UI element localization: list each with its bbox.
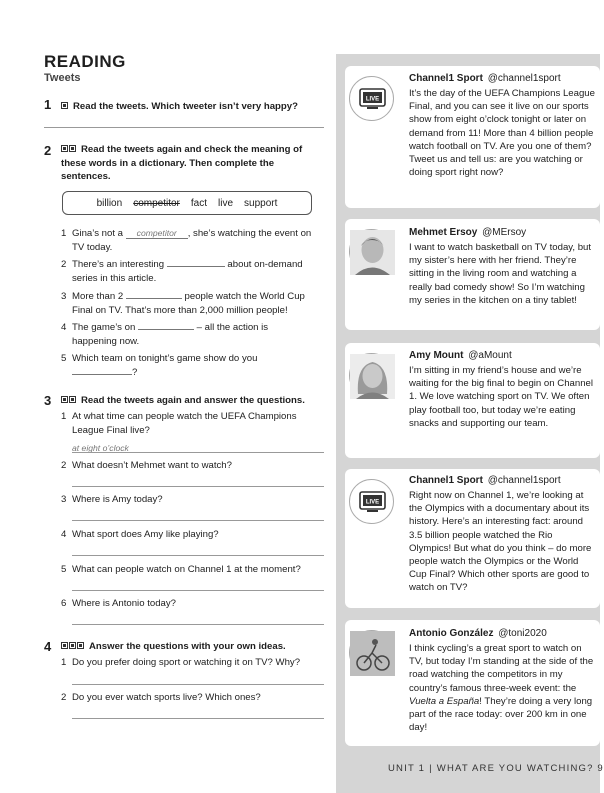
difficulty-icon <box>69 642 76 649</box>
tweet-author: Channel1 Sport @channel1sport <box>409 73 561 84</box>
ex2-item: 2 There’s an interesting about on-demand series in this article. <box>61 259 303 284</box>
word-item: live <box>218 197 234 209</box>
exercise-2-instruction: Read the tweets again and check the meaning of these words in a dictionary. Then complete the sentences. <box>61 144 303 182</box>
ex3-item: 6 Where is Antonio today? <box>61 598 176 609</box>
answer-blank[interactable] <box>138 321 194 330</box>
tweet-text: I think cycling’s a great sport to watch on TV, but today I’m standing at the side of the road watching the competitors in my country’s famous three-week event: the Vuelta a España! They’re doing a very long part of the race today: over 200 km in one day! <box>409 643 594 734</box>
word-item: support <box>244 197 278 209</box>
ex4-item: 1 Do you prefer doing sport or watching it on TV? Why? <box>61 657 301 668</box>
live-label: LIVE <box>365 499 380 506</box>
tweet-text: I want to watch basketball on TV today, but my sister’s here with her friend. They’re sitting in the living room and watching a really bad comedy show! So I’m watching my series in the kitchen on a tiny tablet! <box>409 242 592 306</box>
ex3-item: 2 What doesn’t Mehmet want to watch? <box>61 460 232 471</box>
live-label: LIVE <box>365 96 380 103</box>
tweet-card <box>345 620 600 746</box>
answer-line[interactable] <box>72 520 324 521</box>
boy-avatar <box>349 229 394 274</box>
word-box <box>62 191 312 215</box>
answer-blank[interactable] <box>167 258 225 267</box>
tv-live-icon <box>349 76 394 121</box>
answer-line[interactable] <box>72 555 324 556</box>
answer-blank[interactable]: competitor <box>126 228 188 239</box>
answer-line[interactable] <box>72 624 324 625</box>
tv-live-icon <box>349 479 394 524</box>
page-footer: UNIT 1 | WHAT ARE YOU WATCHING? 9 <box>388 763 604 774</box>
answer-line[interactable] <box>72 590 324 591</box>
exercise-3-instruction: Read the tweets again and answer the questions. <box>61 394 325 408</box>
word-item-used: competitor <box>133 197 180 209</box>
ex2-item: 1 Gina’s not a competitor , she’s watching the event on TV today. <box>61 228 312 253</box>
difficulty-icon <box>69 145 76 152</box>
exercise-2-number: 2 <box>44 143 52 158</box>
section-title: READING <box>44 52 126 71</box>
word-item: fact <box>190 197 207 209</box>
cyclist-avatar <box>349 630 394 675</box>
tweet-author: Antonio González @toni2020 <box>409 628 547 639</box>
answer-line[interactable] <box>72 684 324 685</box>
tweet-author: Channel1 Sport @channel1sport <box>409 475 561 486</box>
ex2-item: 5 Which team on tonight’s game show do you ? <box>61 353 258 378</box>
tweet-text: I’m sitting in my friend’s house and we’re waiting for the big final to begin on Channel 1. We love watching sport on TV. We often play football too, but today we’re eating snacks and supporting our team. <box>409 365 594 429</box>
page-number: 9 <box>597 763 604 774</box>
answer-blank[interactable] <box>126 290 182 299</box>
exercise-3-number: 3 <box>44 393 52 408</box>
ex2-item: 3 More than 2 people watch the World Cup Final on TV. That’s more than 2,000 million people! <box>61 291 305 316</box>
exercise-4-instruction: Answer the questions with your own ideas. <box>61 640 325 654</box>
tweet-text: Right now on Channel 1, we’re looking at the Olympics with a documentary about its history. Here’s an interesting fact: around 3.5 billion people watched the Rio Olympics! But what do you think – do more people watch the Olympics or the World Cup Final? Which other sports are good to watch on TV? <box>409 490 592 594</box>
ex3-item: 1 At what time can people watch the UEFA Champions League Final live? <box>61 411 297 436</box>
ex2-item: 4 The game’s on – all the action is happening now. <box>61 322 269 347</box>
ex4-item: 2 Do you ever watch sports live? Which ones? <box>61 692 261 703</box>
answer-blank[interactable] <box>72 366 132 375</box>
tweet-author: Amy Mount @aMount <box>409 350 512 361</box>
difficulty-icon <box>61 102 68 109</box>
difficulty-icon <box>61 396 68 403</box>
tweet-author: Mehmet Ersoy @MErsoy <box>409 227 527 238</box>
tweet-card <box>345 66 600 208</box>
word-item: billion <box>96 197 123 209</box>
girl-avatar <box>349 353 394 398</box>
handwritten-answer: at eight o’clock <box>72 443 129 453</box>
exercise-1-number: 1 <box>44 97 52 112</box>
answer-line[interactable] <box>72 486 324 487</box>
exercise-1-instruction: Read the tweets. Which tweeter isn’t very happy? <box>61 100 319 114</box>
tweet-card <box>345 343 600 458</box>
section-subtitle: Tweets <box>44 72 81 84</box>
difficulty-icon <box>77 642 84 649</box>
tweet-text: It’s the day of the UEFA Champions League Final, and you can see it live on our sports show from eight o’clock tonight or later on demand from 11! More than 4 billion people watch football on TV. Are you one of them? Tweet us and tell us: are you watching or doing sport right now? <box>409 88 595 179</box>
ex3-item: 4 What sport does Amy like playing? <box>61 529 219 540</box>
answer-line[interactable] <box>72 718 324 719</box>
tweet-card <box>345 469 600 608</box>
exercise-4-number: 4 <box>44 639 52 654</box>
answer-line[interactable] <box>72 452 324 453</box>
answer-line[interactable] <box>44 127 324 128</box>
difficulty-icon <box>69 396 76 403</box>
ex3-item: 3 Where is Amy today? <box>61 494 163 505</box>
tweet-card <box>345 219 600 330</box>
difficulty-icon <box>61 145 68 152</box>
ex3-item: 5 What can people watch on Channel 1 at the moment? <box>61 564 301 575</box>
difficulty-icon <box>61 642 68 649</box>
